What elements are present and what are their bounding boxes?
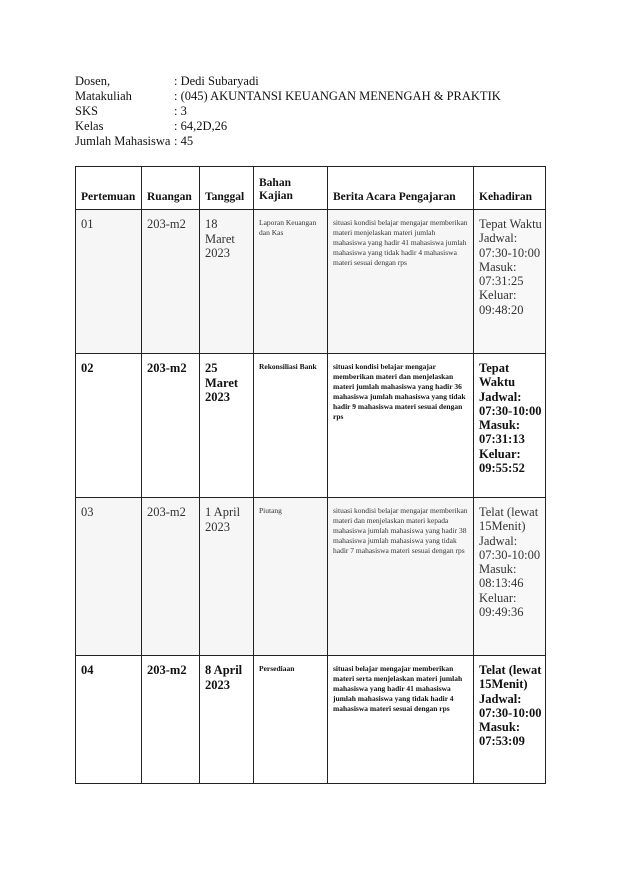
header-row-matakuliah: [75, 89, 555, 104]
cell-kehadiran: [474, 354, 546, 498]
jumlah-label: Jumlah Mahasiswa: [75, 134, 171, 148]
cell-pertemuan: 04: [76, 656, 142, 784]
cell-ruangan: 203-m2: [142, 354, 200, 498]
cell-bahan-kajian: Persediaan: [254, 656, 328, 784]
cell-berita-acara: situasi kondisi belajar mengajar memberikan materi dan menjelaskan materi kepada mahasiswa jumlah mahasiswa yang hadir 38 mahasiswa jumlah mahasiswa yang tidak hadir 7 mahasiswa materi sesuai dengan rps: [328, 498, 474, 656]
attendance-schedule: Jadwal: 07:30-10:00: [479, 691, 542, 720]
attendance-schedule: Jadwal: 07:30-10:00: [479, 231, 541, 260]
cell-pertemuan: 02: [76, 354, 142, 498]
attendance-status: Telat (lewat 15Menit): [479, 505, 539, 534]
col-header-bahan-kajian: [254, 167, 328, 210]
cell-berita-acara: situasi kondisi belajar mengajar memberikan materi menjelaskan materi jumlah mahasiswa yang hadir 41 mahasiswa jumlah mahasiswa yang tidak hadir 4 mahasiswa materi sesuai dengan rps: [328, 210, 474, 354]
attendance-out: Keluar: 09:55:52: [479, 446, 525, 476]
cell-tanggal: 8 April 2023: [200, 656, 254, 784]
dosen-label: Dosen,: [75, 74, 111, 88]
col-header-bahan-line2: Kajian: [259, 190, 293, 202]
cell-berita-acara: situasi belajar mengajar memberikan materi serta menjelaskan materi jumlah mahasiswa yang hadir 41 mahasiswa jumlah mahasiswa yang tidak hadir 4 mahasiswa materi sesuai dengan rps: [328, 656, 474, 784]
col-header-ruangan: Ruangan: [142, 167, 200, 210]
attendance-status: Tepat Waktu: [479, 217, 542, 231]
col-header-kehadiran: Kehadiran: [474, 167, 546, 210]
cell-pertemuan: 01: [76, 210, 142, 354]
document-header: [75, 74, 555, 149]
header-row-kelas: [75, 119, 555, 134]
col-header-pertemuan: Pertemuan: [76, 167, 142, 210]
table-row: [76, 498, 546, 656]
table-header-row: [76, 167, 546, 210]
kelas-label: Kelas: [75, 119, 104, 133]
table-row: [76, 354, 546, 498]
attendance-status: Tepat Waktu: [479, 361, 516, 390]
attendance-in: Masuk: 08:13:46: [479, 562, 524, 591]
attendance-in: Masuk: 07:31:13: [479, 418, 525, 447]
header-row-jumlah: [75, 134, 555, 149]
matakuliah-value: : (045) AKUNTANSI KEUANGAN MENENGAH & PRAKTIK: [174, 89, 501, 103]
sks-label: SKS: [75, 104, 98, 118]
cell-berita-acara: situasi kondisi belajar mengajar memberikan materi dan menjelaskan materi jumlah mahasiswa yang hadir 36 mahasiswa jumlah mahasiswa yang tidak hadir 9 mahasiswa materi sesuai dengan rps: [328, 354, 474, 498]
table-row: [76, 210, 546, 354]
col-header-berita-acara: Berita Acara Pengajaran: [328, 167, 474, 210]
cell-ruangan: 203-m2: [142, 656, 200, 784]
cell-tanggal: 25 Maret 2023: [200, 354, 254, 498]
attendance-schedule: Jadwal: 07:30-10:00: [479, 533, 541, 562]
header-row-dosen: [75, 74, 555, 89]
cell-tanggal: 1 April 2023: [200, 498, 254, 656]
cell-kehadiran: [474, 498, 546, 656]
cell-bahan-kajian: Rekonsiliasi Bank: [254, 354, 328, 498]
header-row-sks: [75, 104, 555, 119]
cell-ruangan: 203-m2: [142, 498, 200, 656]
jumlah-value: : 45: [174, 134, 194, 148]
attendance-schedule: Jadwal: 07:30-10:00: [479, 389, 542, 418]
cell-kehadiran: [474, 210, 546, 354]
attendance-status: Telat (lewat 15Menit): [479, 663, 542, 692]
cell-ruangan: 203-m2: [142, 210, 200, 354]
cell-tanggal: 18 Maret 2023: [200, 210, 254, 354]
attendance-table: [75, 166, 546, 784]
matakuliah-label: Matakuliah: [75, 89, 132, 103]
attendance-in: Masuk: 07:31:25: [479, 259, 524, 289]
cell-bahan-kajian: Laporan Keuangan dan Kas: [254, 210, 328, 354]
attendance-out: Keluar: 09:49:36: [479, 590, 524, 620]
cell-bahan-kajian: Piutang: [254, 498, 328, 656]
attendance-in: Masuk: 07:53:09: [479, 720, 525, 749]
sks-value: : 3: [174, 104, 187, 118]
table-row: [76, 656, 546, 784]
col-header-tanggal: Tanggal: [200, 167, 254, 210]
attendance-out: Keluar: 09:48:20: [479, 288, 524, 317]
cell-pertemuan: 03: [76, 498, 142, 656]
col-header-bahan-line1: Bahan: [259, 177, 291, 189]
kelas-value: : 64,2D,26: [174, 119, 228, 133]
dosen-value: : Dedi Subaryadi: [174, 74, 259, 88]
cell-kehadiran: [474, 656, 546, 784]
